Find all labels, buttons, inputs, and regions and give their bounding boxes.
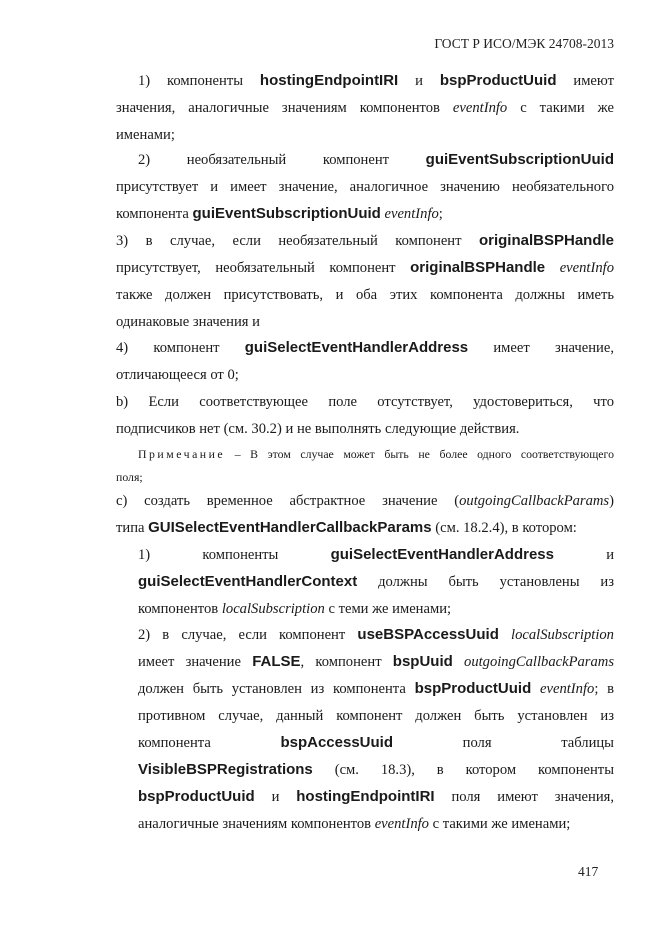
text-line	[116, 391, 614, 413]
text: должен быть установлен из компонента	[138, 681, 406, 697]
italic-term: eventInfo	[384, 206, 439, 222]
italic-term: localSubscription	[221, 601, 325, 617]
component-name: guiEventSubscriptionUuid	[425, 151, 614, 168]
text-line	[138, 651, 614, 673]
component-name: hostingEndpointIRI	[259, 72, 399, 89]
text: с такими же именами;	[432, 816, 571, 832]
italic-term: eventInfo	[559, 260, 614, 276]
text-line	[138, 786, 614, 808]
text-line	[138, 598, 614, 620]
italic-term: outgoingCallbackParams	[464, 654, 615, 670]
text: 2) в случае, если компонент	[138, 627, 346, 643]
component-name: FALSE	[252, 653, 301, 670]
component-name: GUISelectEventHandlerCallbackParams	[148, 519, 432, 536]
text-line	[116, 284, 614, 306]
italic-term: eventInfo	[452, 100, 508, 116]
text: , компонент	[300, 654, 382, 670]
component-name: bspProductUuid	[138, 788, 255, 805]
text: имеет значение	[138, 654, 241, 670]
text: имеет	[493, 340, 530, 356]
component-name: guiSelectEventHandlerAddress	[244, 339, 469, 356]
text: 1) компоненты	[138, 547, 279, 563]
text: компонента	[138, 735, 211, 751]
text-line	[138, 571, 614, 593]
text: отличающееся от 0;	[116, 367, 239, 383]
component-name: bspProductUuid	[414, 680, 532, 697]
text: типа	[116, 520, 145, 536]
text-line	[116, 517, 614, 539]
text: и	[271, 789, 280, 805]
component-name: bspProductUuid	[439, 72, 557, 89]
text: )	[609, 493, 614, 509]
component-name: hostingEndpointIRI	[296, 788, 435, 805]
text: (см. 18.3), в котором компоненты	[334, 762, 614, 778]
component-name: originalBSPHandle	[410, 259, 546, 276]
note-text: поля;	[116, 470, 143, 484]
note-line	[138, 443, 614, 465]
note-line	[116, 466, 614, 488]
text-line	[116, 418, 614, 440]
note-label: Примечание	[138, 447, 226, 461]
text: присутствует и имеет значение, аналогичное значению необязательного	[116, 179, 614, 195]
page-number: 417	[578, 864, 599, 879]
text: и	[606, 547, 615, 563]
text: аналогичные значениям компонентов	[138, 816, 372, 832]
text-line	[138, 624, 614, 646]
text-line	[138, 544, 614, 566]
text: c) создать временное абстрактное значение (	[116, 493, 460, 509]
italic-term: eventInfo	[540, 681, 595, 697]
italic-term: outgoingCallbackParams	[459, 493, 610, 509]
note-text: – В этом случае может быть не более одного соответствующего	[234, 447, 614, 461]
text-line	[138, 149, 614, 171]
text-line	[116, 337, 614, 359]
text: именами;	[116, 127, 175, 143]
text: значение,	[554, 340, 614, 356]
text-line	[116, 364, 614, 386]
text: b) Если соответствующее поле отсутствует, удостовериться, что	[116, 394, 614, 410]
component-name: useBSPAccessUuid	[357, 626, 499, 643]
text-line	[138, 732, 614, 754]
text: также должен присутствовать, и оба этих компонента должны иметь	[116, 287, 614, 303]
text: поля имеют значения,	[451, 789, 615, 805]
text-line	[116, 257, 614, 279]
text: компонента	[116, 206, 189, 222]
component-name: VisibleBSPRegistrations	[138, 761, 313, 778]
text: с такими же	[520, 100, 614, 116]
text: 3) в случае, если необязательный компонент	[116, 233, 462, 249]
text-line	[116, 124, 614, 146]
italic-term: eventInfo	[374, 816, 429, 832]
text: (см. 18.2.4), в котором:	[435, 520, 577, 536]
italic-term: localSubscription	[511, 627, 614, 643]
text: ;	[438, 206, 443, 222]
text: с теми же именами;	[328, 601, 452, 617]
text-line	[138, 813, 614, 835]
component-name: guiSelectEventHandlerContext	[138, 573, 358, 590]
component-name: bspUuid	[392, 653, 453, 670]
text: противном случае, данный компонент должен быть установлен из	[138, 708, 614, 724]
component-name: originalBSPHandle	[478, 232, 614, 249]
text: должны быть установлены из	[378, 574, 614, 590]
text-line	[138, 678, 614, 700]
text: присутствует, необязательный компонент	[116, 260, 396, 276]
text-line	[138, 705, 614, 727]
page-header: ГОСТ Р ИСО/МЭК 24708-2013	[434, 36, 614, 51]
text-line	[116, 97, 614, 119]
text-line	[116, 230, 614, 252]
component-name: bspAccessUuid	[280, 734, 394, 751]
text: и	[415, 73, 423, 89]
text: подписчиков нет (см. 30.2) и не выполнять следующие действия.	[116, 421, 520, 437]
text-line	[138, 70, 614, 92]
text-line	[138, 759, 614, 781]
text-line	[116, 490, 614, 512]
text: 1) компоненты	[138, 73, 244, 89]
text: одинаковые значения и	[116, 314, 260, 330]
component-name: guiSelectEventHandlerAddress	[330, 546, 554, 563]
text: имеют	[573, 73, 615, 89]
text-line	[116, 203, 614, 225]
text: компонентов	[138, 601, 219, 617]
text: значения, аналогичные значениям компонентов	[116, 100, 440, 116]
text-line	[116, 311, 614, 333]
text-line	[116, 176, 614, 198]
component-name: guiEventSubscriptionUuid	[192, 205, 381, 222]
text: поля	[462, 735, 492, 751]
text: таблицы	[561, 735, 614, 751]
text: ; в	[594, 681, 615, 697]
text: 2) необязательный	[138, 152, 287, 168]
text: 4) компонент	[116, 340, 220, 356]
text: компонент	[322, 152, 390, 168]
